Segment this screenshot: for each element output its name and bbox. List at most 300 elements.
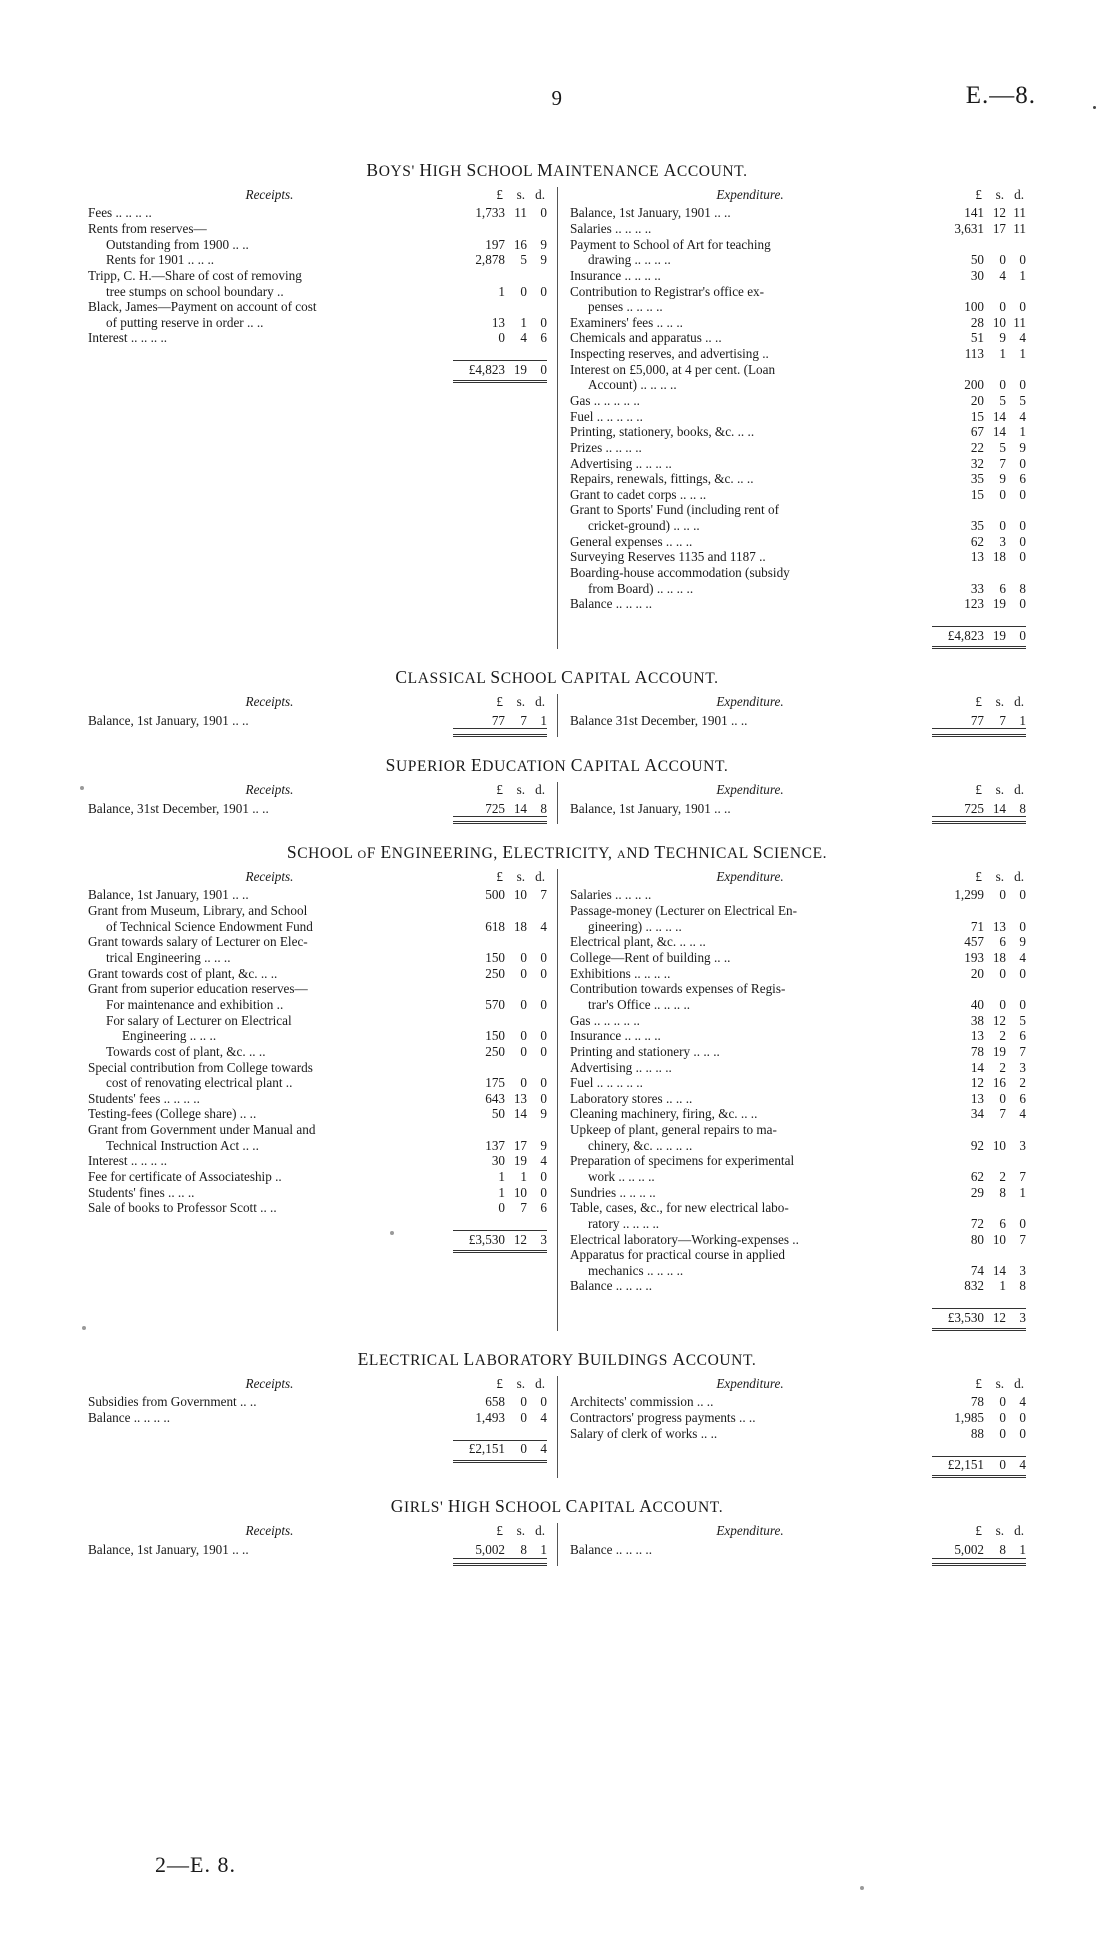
- entry-pence: 6: [540, 330, 547, 346]
- underline-pounds: [453, 729, 505, 735]
- underline-pence: [1006, 816, 1026, 822]
- account-section: [88, 667, 1026, 737]
- total-row: [88, 1440, 547, 1456]
- entry-description: Grant from Museum, Library, and School: [88, 903, 308, 919]
- entry-shillings: 0: [999, 518, 1006, 534]
- entry-pence: 4: [540, 918, 547, 934]
- pence-header: d.: [1014, 781, 1024, 797]
- entry-pence: 4: [540, 1410, 547, 1425]
- entry-shillings: [505, 1122, 527, 1138]
- entry-pounds: 38: [970, 1012, 984, 1028]
- entry-description: General expenses .. .. ..: [570, 533, 693, 549]
- table-row: [570, 549, 1026, 565]
- entry-shillings: 0: [520, 283, 527, 299]
- entry-pence: 1: [540, 712, 547, 728]
- column-header: [88, 1523, 547, 1541]
- entry-pounds: 1,733: [475, 205, 505, 221]
- table-row: [570, 1231, 1026, 1247]
- column-header: [88, 187, 547, 205]
- entry-pounds: 13: [970, 1028, 984, 1044]
- pence-header: d.: [1014, 187, 1024, 202]
- entry-shillings: 4: [999, 267, 1006, 283]
- entry-pence: 1: [1019, 1542, 1026, 1558]
- entry-pounds: 1,493: [475, 1410, 505, 1425]
- entry-shillings: 18: [992, 549, 1006, 565]
- entry-description: Architects' commission .. ..: [570, 1394, 714, 1410]
- spacer-row: [88, 1216, 547, 1231]
- entry-shillings: 0: [999, 299, 1006, 315]
- spacer-cell: [88, 346, 547, 361]
- entry-description: Students' fees .. .. .. ..: [88, 1090, 200, 1106]
- underline-pence: [1006, 643, 1026, 648]
- shillings-header: s.: [995, 1376, 1004, 1392]
- underline-spacer: [88, 816, 453, 822]
- account-section: [88, 1496, 1026, 1566]
- total-label: [570, 627, 932, 643]
- entry-description: Salaries .. .. .. ..: [570, 220, 652, 236]
- entry-pounds: 20: [970, 965, 984, 981]
- underline-spacer: [570, 1472, 932, 1477]
- entry-description: Balance 31st December, 1901 .. ..: [570, 712, 748, 728]
- currency-column-headers: [451, 694, 547, 710]
- underline-shillings: [505, 377, 527, 382]
- entry-pounds: 725: [964, 800, 984, 816]
- table-row: [570, 1410, 1026, 1426]
- entry-pence: 6: [1019, 1028, 1026, 1044]
- entry-shillings: [505, 221, 527, 237]
- total-pence: 3: [1006, 1309, 1026, 1325]
- entry-pence: 0: [540, 1028, 547, 1044]
- table-row: [570, 565, 1026, 581]
- ledger-table: [88, 1394, 547, 1463]
- entry-description: Salary of clerk of works .. ..: [570, 1425, 718, 1441]
- underline-spacer: [88, 377, 453, 382]
- total-pounds: £4,823: [932, 627, 984, 643]
- entry-pounds: [932, 1200, 984, 1216]
- entry-pence: [1006, 502, 1026, 518]
- entry-pounds: 67: [970, 424, 984, 440]
- ledger-table: [570, 205, 1026, 649]
- entry-description: Balance .. .. .. ..: [570, 1278, 653, 1294]
- entry-shillings: [984, 1200, 1006, 1216]
- entry-shillings: 18: [513, 918, 527, 934]
- entry-description: cricket-ground) .. .. ..: [588, 518, 700, 534]
- entry-pence: [1006, 361, 1026, 377]
- entry-description: Payment to School of Art for teaching: [570, 236, 771, 252]
- entry-pounds: 13: [491, 314, 505, 330]
- entry-pounds: 570: [485, 996, 505, 1012]
- table-row: [88, 268, 547, 284]
- table-row: [88, 1075, 547, 1091]
- entry-pounds: 0: [498, 330, 505, 346]
- entry-shillings: 8: [520, 1542, 527, 1558]
- entry-shillings: 16: [992, 1075, 1006, 1091]
- table-row: [570, 1216, 1026, 1232]
- entry-description: Balance, 1st January, 1901 .. ..: [88, 712, 249, 728]
- receipts-header-label: Receipts.: [245, 1523, 294, 1539]
- entry-pounds: 150: [485, 950, 505, 966]
- entry-shillings: 1: [999, 346, 1006, 362]
- entry-description: Rents from reserves—: [88, 220, 207, 236]
- currency-column-headers: [451, 187, 547, 203]
- entry-pence: [527, 1059, 547, 1075]
- table-row: [570, 252, 1026, 268]
- underline-pounds: [453, 377, 505, 382]
- entry-shillings: 0: [520, 965, 527, 981]
- document-page: [0, 82, 1114, 1942]
- currency-column-headers: [930, 869, 1026, 885]
- underline-shillings: [984, 1325, 1006, 1330]
- total-underline-row: [88, 377, 547, 382]
- entry-description: work .. .. .. ..: [588, 1169, 655, 1184]
- table-row: [88, 1394, 547, 1410]
- table-row: [88, 1122, 547, 1138]
- entry-description: Interest on £5,000, at 4 per cent. (Loan: [570, 361, 776, 377]
- entry-description: Electrical laboratory—Working-expenses ..: [570, 1231, 799, 1247]
- pounds-header: £: [496, 187, 503, 202]
- entry-shillings: 0: [520, 1043, 527, 1059]
- table-row: [570, 1263, 1026, 1279]
- underline-shillings: [505, 729, 527, 735]
- spacer-row: [570, 612, 1026, 627]
- entry-description: Grant to Sports' Fund (including rent of: [570, 502, 779, 518]
- entry-shillings: 6: [999, 934, 1006, 950]
- entry-pence: 4: [1019, 330, 1026, 346]
- entry-pounds: 3,631: [954, 220, 984, 236]
- entry-description: For salary of Lecturer on Electrical: [106, 1012, 292, 1028]
- currency-column-headers: [451, 782, 547, 798]
- table-row: [570, 965, 1026, 981]
- entry-shillings: 13: [513, 1090, 527, 1106]
- currency-column-headers: [451, 869, 547, 885]
- pence-header: d.: [1014, 1376, 1024, 1392]
- total-label: [88, 1231, 453, 1247]
- entry-description: Outstanding from 1900 .. ..: [106, 236, 249, 252]
- entry-shillings: [505, 934, 527, 950]
- entry-pounds: 5,002: [475, 1542, 505, 1558]
- table-row: [88, 1028, 547, 1044]
- entry-pounds: 618: [485, 918, 505, 934]
- table-row: [570, 1425, 1026, 1441]
- entry-pounds: [932, 565, 984, 581]
- entry-pounds: 1: [498, 283, 505, 299]
- pounds-header: £: [496, 781, 503, 797]
- ledger-table: [570, 1541, 1026, 1566]
- entry-pounds: [453, 903, 505, 919]
- entry-shillings: 2: [999, 1028, 1006, 1044]
- entry-pounds: 30: [491, 1153, 505, 1169]
- table-row: [88, 221, 547, 237]
- ledger-table: [570, 1394, 1026, 1478]
- entry-pounds: 71: [970, 918, 984, 934]
- entry-description: gineering) .. .. .. ..: [588, 918, 682, 934]
- entry-pounds: 50: [970, 252, 984, 268]
- entry-pounds: 13: [970, 1090, 984, 1106]
- entry-description: penses .. .. .. ..: [588, 299, 663, 315]
- table-row: [570, 1091, 1026, 1107]
- table-row: [570, 518, 1026, 534]
- table-row: [88, 1200, 547, 1216]
- table-row: [570, 981, 1026, 997]
- entry-description: Interest .. .. .. ..: [88, 330, 168, 346]
- entry-pounds: 78: [970, 1043, 984, 1059]
- entry-pence: 0: [1019, 1410, 1026, 1425]
- entry-pence: 0: [1019, 252, 1026, 268]
- entry-shillings: 0: [999, 996, 1006, 1012]
- entry-description: Printing, stationery, books, &c. .. ..: [570, 424, 755, 440]
- underline-shillings: [505, 1247, 527, 1252]
- receipts-column: [88, 1523, 557, 1566]
- underline-pounds: [932, 816, 984, 822]
- entry-pence: [1006, 981, 1026, 997]
- entry-pounds: 80: [970, 1231, 984, 1247]
- total-underline-row: [570, 1325, 1026, 1330]
- entry-pence: 11: [1013, 205, 1026, 221]
- entry-pence: 0: [540, 1184, 547, 1200]
- table-row: [88, 934, 547, 950]
- entry-shillings: 19: [992, 596, 1006, 612]
- entry-pounds: 35: [970, 471, 984, 487]
- entry-shillings: 6: [999, 1215, 1006, 1231]
- expenditure-column: [557, 694, 1026, 737]
- amount-underline-row: [88, 1558, 547, 1564]
- entry-shillings: 0: [520, 1028, 527, 1044]
- table-row: [88, 1012, 547, 1028]
- entry-pence: [527, 299, 547, 315]
- entry-description: Grant from superior education reserves—: [88, 981, 308, 997]
- table-row: [570, 580, 1026, 596]
- entry-description: Prizes .. .. .. ..: [570, 439, 642, 455]
- table-row: [570, 1059, 1026, 1075]
- entry-shillings: 5: [999, 439, 1006, 455]
- entry-pounds: 22: [970, 439, 984, 455]
- total-shillings: 0: [984, 1456, 1006, 1472]
- column-header: [88, 869, 547, 887]
- currency-column-headers: [451, 1523, 547, 1539]
- entry-shillings: 7: [999, 455, 1006, 471]
- entry-shillings: 0: [999, 887, 1006, 903]
- entry-shillings: [984, 361, 1006, 377]
- entry-pounds: 33: [970, 580, 984, 596]
- entry-pence: 0: [540, 996, 547, 1012]
- column-header: [570, 694, 1026, 712]
- entry-shillings: 14: [992, 424, 1006, 440]
- entry-shillings: [505, 1059, 527, 1075]
- entry-pounds: 643: [485, 1090, 505, 1106]
- entry-pence: 1: [1019, 424, 1026, 440]
- pounds-header: £: [496, 869, 503, 885]
- account-title: GIRLS' HIGH SCHOOL CAPITAL ACCOUNT.: [390, 1496, 724, 1517]
- entry-description: Fee for certificate of Associateship ..: [88, 1169, 282, 1184]
- table-row: [88, 1410, 547, 1426]
- table-row: [88, 887, 547, 903]
- entry-shillings: 9: [999, 471, 1006, 487]
- amount-underline-row: [570, 729, 1026, 735]
- entry-pence: 0: [540, 965, 547, 981]
- shillings-header: s.: [516, 869, 525, 885]
- entry-description: Sundries .. .. .. ..: [570, 1184, 656, 1200]
- currency-column-headers: [930, 782, 1026, 798]
- entry-pounds: 1: [498, 1184, 505, 1200]
- underline-spacer: [570, 1558, 932, 1564]
- entry-description: of Technical Science Endowment Fund: [106, 918, 313, 934]
- entry-pence: 0: [540, 205, 547, 221]
- entry-pounds: 457: [964, 934, 984, 950]
- entry-shillings: 19: [513, 1153, 527, 1169]
- expenditure-column: [557, 187, 1026, 649]
- entry-shillings: 12: [992, 205, 1006, 221]
- total-shillings: 12: [984, 1309, 1006, 1325]
- receipts-header-label: Receipts.: [245, 869, 294, 885]
- entry-pence: 0: [1019, 996, 1026, 1012]
- entry-description: Balance, 1st January, 1901 .. ..: [570, 205, 731, 221]
- entry-description: Interest .. .. .. ..: [88, 1153, 168, 1169]
- table-row: [570, 1394, 1026, 1410]
- underline-shillings: [984, 1472, 1006, 1477]
- entry-shillings: 14: [513, 800, 527, 816]
- entry-description: Black, James—Payment on account of cost: [88, 299, 317, 315]
- underline-pence: [1006, 729, 1026, 735]
- expenditure-header-label: Expenditure.: [716, 693, 784, 709]
- underline-pence: [527, 1247, 547, 1252]
- entry-shillings: 7: [520, 1200, 527, 1216]
- entry-description: Advertising .. .. .. ..: [570, 1059, 672, 1075]
- pence-header: d.: [1014, 869, 1024, 885]
- total-underline-row: [88, 1247, 547, 1252]
- total-pounds: £3,530: [453, 1231, 505, 1247]
- entry-description: from Board) .. .. .. ..: [588, 580, 694, 596]
- entry-description: Balance, 31st December, 1901 .. ..: [88, 800, 269, 816]
- underline-pence: [1006, 1472, 1026, 1477]
- entry-pence: [527, 903, 547, 919]
- shillings-header: s.: [516, 781, 525, 797]
- entry-pence: 11: [1013, 314, 1026, 330]
- table-row: [88, 712, 547, 729]
- entry-pounds: 137: [485, 1137, 505, 1153]
- total-pounds: £4,823: [453, 361, 505, 377]
- receipts-header-label: Receipts.: [245, 187, 294, 202]
- table-row: [88, 236, 547, 252]
- shillings-header: s.: [516, 187, 525, 202]
- entry-pounds: 62: [970, 533, 984, 549]
- spacer-row: [570, 1441, 1026, 1456]
- entry-shillings: 19: [992, 1043, 1006, 1059]
- entry-description: Fuel .. .. .. .. ..: [570, 408, 643, 424]
- account-section: [88, 1349, 1026, 1478]
- entry-pence: 8: [540, 800, 547, 816]
- entry-description: Balance .. .. .. ..: [570, 1542, 653, 1558]
- total-underline-row: [570, 643, 1026, 648]
- total-underline-row: [570, 1472, 1026, 1477]
- table-row: [88, 1153, 547, 1169]
- receipts-column: [88, 187, 557, 649]
- shillings-header: s.: [995, 869, 1004, 885]
- entry-pounds: [932, 1247, 984, 1263]
- table-row: [570, 236, 1026, 252]
- entry-pounds: 92: [970, 1137, 984, 1153]
- total-row: [88, 361, 547, 377]
- spacer-row: [88, 346, 547, 361]
- entry-pounds: 100: [964, 299, 984, 315]
- entry-shillings: [505, 1012, 527, 1028]
- entry-pence: [1006, 1247, 1026, 1263]
- entry-pounds: [453, 981, 505, 997]
- entry-description: Exhibitions .. .. .. ..: [570, 965, 671, 981]
- table-row: [570, 221, 1026, 237]
- entry-shillings: 0: [999, 965, 1006, 981]
- entry-pounds: [932, 981, 984, 997]
- shillings-header: s.: [516, 1376, 525, 1392]
- account-columns: [88, 694, 1026, 737]
- expenditure-column: [557, 1523, 1026, 1566]
- currency-column-headers: [930, 187, 1026, 203]
- entry-shillings: 17: [992, 220, 1006, 236]
- entry-shillings: 10: [513, 1184, 527, 1200]
- page-speck-icon: [80, 786, 84, 790]
- table-row: [570, 934, 1026, 950]
- table-row: [88, 314, 547, 330]
- table-row: [570, 408, 1026, 424]
- entry-description: Grant towards cost of plant, &c. .. ..: [88, 965, 278, 981]
- entry-description: ratory .. .. .. ..: [588, 1215, 660, 1231]
- entry-description: Subsidies from Government .. ..: [88, 1394, 257, 1410]
- entry-pence: 9: [1019, 439, 1026, 455]
- total-pence: 0: [1006, 627, 1026, 643]
- entry-shillings: [984, 1122, 1006, 1138]
- spacer-cell: [570, 612, 1026, 627]
- table-row: [570, 268, 1026, 284]
- table-row: [570, 1278, 1026, 1294]
- underline-pounds: [453, 816, 505, 822]
- entry-description: trical Engineering .. .. ..: [106, 950, 231, 966]
- page-number: 9: [551, 86, 563, 110]
- entry-pence: 9: [1019, 934, 1026, 950]
- entry-pounds: 250: [485, 1043, 505, 1059]
- entry-pounds: 78: [970, 1394, 984, 1410]
- currency-column-headers: [451, 1376, 547, 1392]
- entry-description: Grant to cadet corps .. .. ..: [570, 486, 707, 502]
- entry-pence: 0: [1019, 1425, 1026, 1441]
- account-columns: [88, 1523, 1026, 1566]
- total-label: [88, 361, 453, 377]
- pounds-header: £: [496, 693, 503, 709]
- table-row: [88, 283, 547, 299]
- total-row: [570, 1309, 1026, 1325]
- underline-shillings: [505, 1558, 527, 1564]
- entry-pence: 0: [1019, 486, 1026, 502]
- table-row: [570, 1122, 1026, 1138]
- entry-pence: 7: [1019, 1169, 1026, 1184]
- entry-pounds: 1: [498, 1169, 505, 1184]
- entry-pounds: [453, 221, 505, 237]
- column-header: [88, 1376, 547, 1394]
- underline-spacer: [570, 729, 932, 735]
- entry-pence: 3: [1019, 1262, 1026, 1278]
- page-speck-icon: [390, 1231, 394, 1235]
- entry-description: Tripp, C. H.—Share of cost of removing: [88, 267, 302, 283]
- underline-spacer: [88, 1558, 453, 1564]
- pence-header: d.: [535, 693, 545, 709]
- entry-pence: 0: [1019, 455, 1026, 471]
- underline-shillings: [505, 1457, 527, 1462]
- corner-speck-icon: [1093, 106, 1096, 109]
- entry-shillings: 0: [520, 996, 527, 1012]
- table-row: [570, 800, 1026, 817]
- entry-pence: [527, 934, 547, 950]
- table-row: [570, 1541, 1026, 1558]
- total-underline-row: [88, 1457, 547, 1462]
- entry-description: College—Rent of building .. ..: [570, 950, 731, 966]
